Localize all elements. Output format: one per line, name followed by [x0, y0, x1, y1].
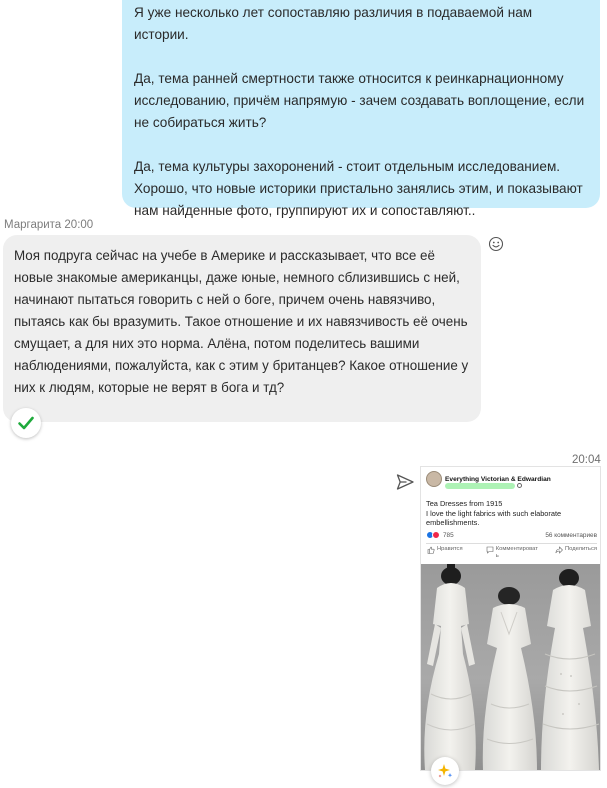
message-sender-meta	[4, 219, 93, 231]
love-reaction-icon	[432, 531, 440, 539]
outgoing-message-bubble[interactable]	[122, 0, 600, 218]
sender-name: Маргарита	[4, 219, 62, 231]
post-action-label: Нравится	[437, 546, 463, 552]
post-reactions-row	[426, 531, 597, 539]
post-actions	[427, 546, 597, 560]
post-action-like	[427, 546, 463, 560]
share-icon	[555, 546, 563, 554]
smile-icon[interactable]	[488, 236, 504, 252]
post-caption-title: Tea Dresses from 1915	[426, 499, 503, 508]
comments-count: 56 комментариев	[545, 531, 597, 539]
incoming-message-bubble[interactable]	[3, 235, 481, 422]
check-reaction[interactable]	[11, 408, 41, 438]
redaction-highlight	[445, 483, 515, 489]
comment-icon	[486, 546, 494, 554]
image-message[interactable]	[420, 466, 601, 771]
reactions-count: 785	[443, 531, 454, 539]
dresses-photo	[421, 564, 601, 771]
sparkle-icon	[436, 762, 454, 780]
ai-sparkle-button[interactable]	[431, 757, 459, 785]
thumbs-up-icon	[427, 546, 435, 554]
post-divider	[426, 543, 597, 544]
post-action-share	[555, 546, 597, 560]
post-caption-text: I love the light fabrics with such elaborate embellishments.	[426, 509, 562, 527]
outgoing-message-paragraph: Я уже несколько лет сопоставляю различия в подаваемой нам истории.	[134, 5, 533, 42]
page-avatar	[426, 471, 442, 487]
globe-icon	[517, 483, 522, 488]
image-message-time: 20:04	[572, 454, 601, 466]
outgoing-message-paragraph: Да, тема культуры захоронений - стоит отдельным исследованием. Хорошо, что новые историки пристально занялись этим, и показывают нам найденные фото, группируют их и сопоставляют..	[134, 159, 583, 218]
send-icon[interactable]	[395, 472, 415, 492]
post-action-comment	[486, 546, 538, 560]
message-time: 20:00	[64, 219, 94, 231]
check-icon	[16, 413, 36, 433]
post-page-name: Everything Victorian & Edwardian	[445, 475, 551, 483]
outgoing-message-paragraph: Да, тема ранней смертности также относится к реинкарнационному исследованию, причём напрямую - зачем создавать воплощение, если не собираться жить?	[134, 71, 585, 130]
post-action-label: Комментироват ь	[495, 546, 538, 559]
post-action-label: Поделиться	[564, 546, 597, 552]
incoming-message-text: Моя подруга сейчас на учебе в Америке и рассказывает, что все её новые знакомые американцы, даже юные, немного сблизившись с ней, начинают пытаться говорить с ней о боге, причем очень навязчиво, пытаясь как бы вразумить. Такое отношение и их навязчивость её очень смущает, а для них это норма. Алёна, потом поделитесь вашими наблюдениями, пожалуйста, как с этим у британцев? Какое отношение у них к людям, которые не верят в бога и тд?	[14, 248, 469, 395]
